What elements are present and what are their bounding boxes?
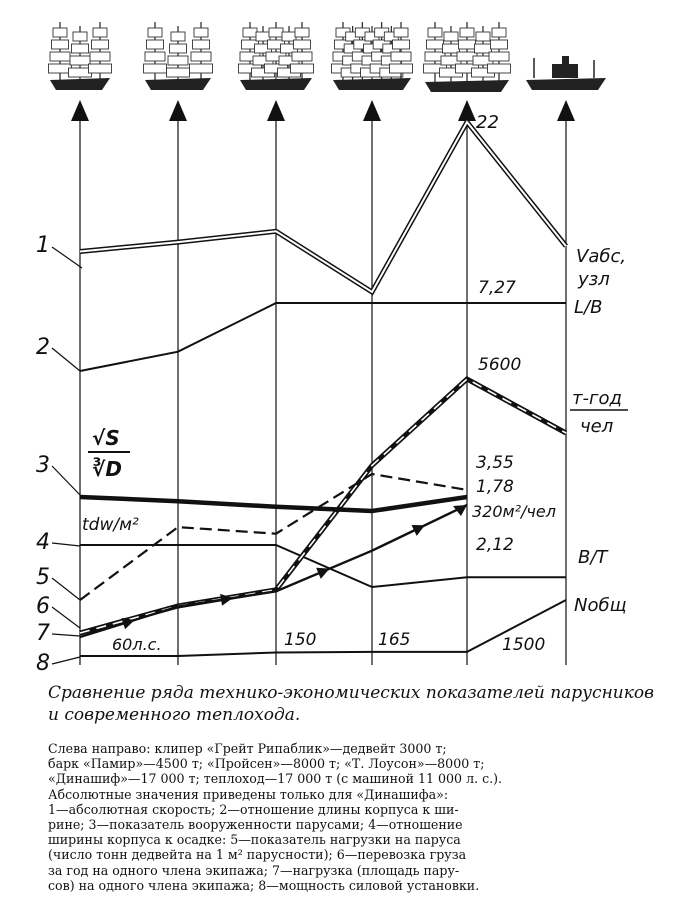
- caption-line: рине; 3—показатель вооруженности парусами; 4—отношение: [48, 817, 463, 833]
- ship-sail: [460, 28, 474, 37]
- caption-line: за год на одного члена экипажа; 7—нагрузка (площадь пару-: [48, 862, 460, 878]
- caption-line: «Динашиф»—17 000 т; теплоход—17 000 т (с машиной 11 000 л. с.).: [48, 771, 503, 787]
- num-label-5: 5: [36, 565, 50, 590]
- value-150: 150: [284, 630, 317, 650]
- ship-sail: [488, 64, 511, 73]
- caption-line: 1—абсолютная скорость; 2—отношение длины корпуса к ши-: [48, 801, 459, 817]
- axis-arrowhead: [169, 100, 187, 121]
- ship-sail: [394, 28, 408, 37]
- ship-sail: [492, 28, 506, 37]
- ship-sail: [73, 32, 87, 41]
- sail-index-top: √S: [92, 426, 120, 450]
- ship-axes: [71, 100, 575, 665]
- right-label-n: Nобщ: [574, 595, 627, 616]
- axis-arrowhead: [267, 100, 285, 121]
- value-1500: 1500: [502, 635, 546, 655]
- value-7-27: 7,27: [478, 278, 516, 298]
- right-label-chel: чел: [580, 416, 614, 437]
- ship-sail: [144, 64, 167, 73]
- ship-sail: [476, 32, 490, 41]
- right-label-tgod: т-год: [572, 388, 622, 409]
- ship-sail: [427, 40, 444, 49]
- ship-sail: [190, 64, 213, 73]
- axis-arrowhead: [557, 100, 575, 121]
- ship-silhouette: [144, 22, 213, 90]
- ship-sail: [243, 28, 257, 37]
- ship-sail: [148, 28, 162, 37]
- ship-sail: [194, 28, 208, 37]
- ship-sail: [459, 40, 476, 49]
- axis-arrowhead: [458, 100, 476, 121]
- ship-sail: [391, 52, 411, 61]
- ship-silhouette: [424, 22, 511, 92]
- leader-line: [52, 607, 80, 628]
- axis-arrowhead: [363, 100, 381, 121]
- leader-line: [52, 543, 80, 546]
- ship-sail: [167, 68, 190, 77]
- ship-sail: [147, 40, 164, 49]
- leader-line: [52, 578, 80, 600]
- series-5: [80, 474, 467, 600]
- chart-labels: [36, 112, 628, 676]
- series-line: [80, 497, 467, 511]
- tdw-label: tdw/м²: [82, 515, 139, 535]
- right-label-lb: L/B: [574, 297, 603, 318]
- sail-index-bottom: ∛D: [92, 457, 122, 481]
- ship-sail: [269, 28, 283, 37]
- leader-line: [52, 247, 82, 268]
- right-label-bt: B/T: [578, 547, 608, 568]
- ship-sail: [294, 40, 311, 49]
- ship-superstructure: [552, 64, 578, 78]
- ship-sail: [191, 52, 211, 61]
- caption-line: Абсолютные значения приведены только для «Динашифа»:: [48, 786, 449, 802]
- caption-line: сов) на одного члена экипажа; 8—мощность силовой установки.: [48, 877, 480, 893]
- ship-sail: [393, 40, 410, 49]
- ship-sail: [292, 52, 312, 61]
- leader-line: [52, 634, 80, 636]
- ship-silhouette: [239, 22, 314, 90]
- series-lines: [52, 122, 566, 664]
- num-label-3: 3: [36, 453, 50, 478]
- leader-line: [52, 466, 82, 497]
- ship-sail: [50, 52, 70, 61]
- ship-sail: [291, 64, 314, 73]
- caption-line: ширины корпуса к осадке: 5—показатель нагрузки на паруса: [48, 832, 461, 848]
- ship-sail: [70, 56, 90, 65]
- ship-sail: [489, 52, 509, 61]
- series-line: [80, 122, 566, 292]
- series-3: [80, 497, 467, 511]
- ship-silhouettes: [49, 22, 607, 92]
- ship-sail: [170, 44, 187, 53]
- leader-line: [52, 348, 80, 371]
- caption-line: Слева направо: клипер «Грейт Рипаблик»—дедвейт 3000 т;: [48, 741, 447, 756]
- ship-sail: [491, 40, 508, 49]
- ship-funnel: [562, 56, 569, 65]
- ship-sail: [444, 32, 458, 41]
- ship-hull: [526, 78, 606, 90]
- right-label-v-unit: узл: [578, 269, 610, 290]
- ship-sail: [168, 56, 188, 65]
- num-label-1: 1: [36, 233, 50, 258]
- num-label-6: 6: [36, 594, 50, 619]
- value-320: 320м²/чел: [472, 502, 556, 521]
- value-3-55: 3,55: [476, 453, 514, 473]
- ship-sail: [145, 52, 165, 61]
- num-label-2: 2: [36, 335, 50, 360]
- ship-sail: [72, 44, 89, 53]
- figure-caption-title: Сравнение ряда технико-экономических показателей парусников и современного теплохода.: [48, 683, 654, 725]
- num-label-4: 4: [36, 530, 50, 555]
- ship-sail: [53, 28, 67, 37]
- right-label-v: Vабс,: [576, 246, 627, 267]
- ship-sail: [93, 28, 107, 37]
- series-line-inner: [80, 122, 566, 292]
- value-22: 22: [476, 112, 499, 133]
- ship-silhouette: [526, 56, 606, 90]
- value-1-78: 1,78: [476, 477, 514, 497]
- ship-sail: [428, 28, 442, 37]
- value-60ls: 60л.с.: [112, 635, 162, 654]
- series-line: [80, 474, 467, 600]
- caption-line: (число тонн дедвейта на 1 м² парусности); 6—перевозка груза: [48, 847, 467, 863]
- ship-sail: [89, 64, 112, 73]
- ship-silhouette: [49, 22, 112, 90]
- caption-line: барк «Памир»—4500 т; «Пройсен»—8000 т; «Т. Лоусон»—8000 т;: [48, 756, 485, 772]
- series-1: [80, 122, 566, 292]
- leader-line: [52, 657, 80, 664]
- num-label-7: 7: [36, 621, 50, 646]
- ship-sail: [390, 64, 413, 73]
- ship-sail: [193, 40, 210, 49]
- axis-arrowhead: [71, 100, 89, 121]
- num-label-8: 8: [36, 651, 50, 676]
- ship-sail: [92, 40, 109, 49]
- ship-sail: [52, 40, 69, 49]
- ship-sail: [90, 52, 110, 61]
- value-2-12: 2,12: [476, 535, 514, 555]
- figure-caption-body: [48, 741, 648, 893]
- value-165: 165: [378, 630, 411, 650]
- ship-sail: [295, 28, 309, 37]
- ship-sail: [171, 32, 185, 41]
- value-5600: 5600: [478, 355, 522, 375]
- ship-silhouette: [332, 22, 413, 90]
